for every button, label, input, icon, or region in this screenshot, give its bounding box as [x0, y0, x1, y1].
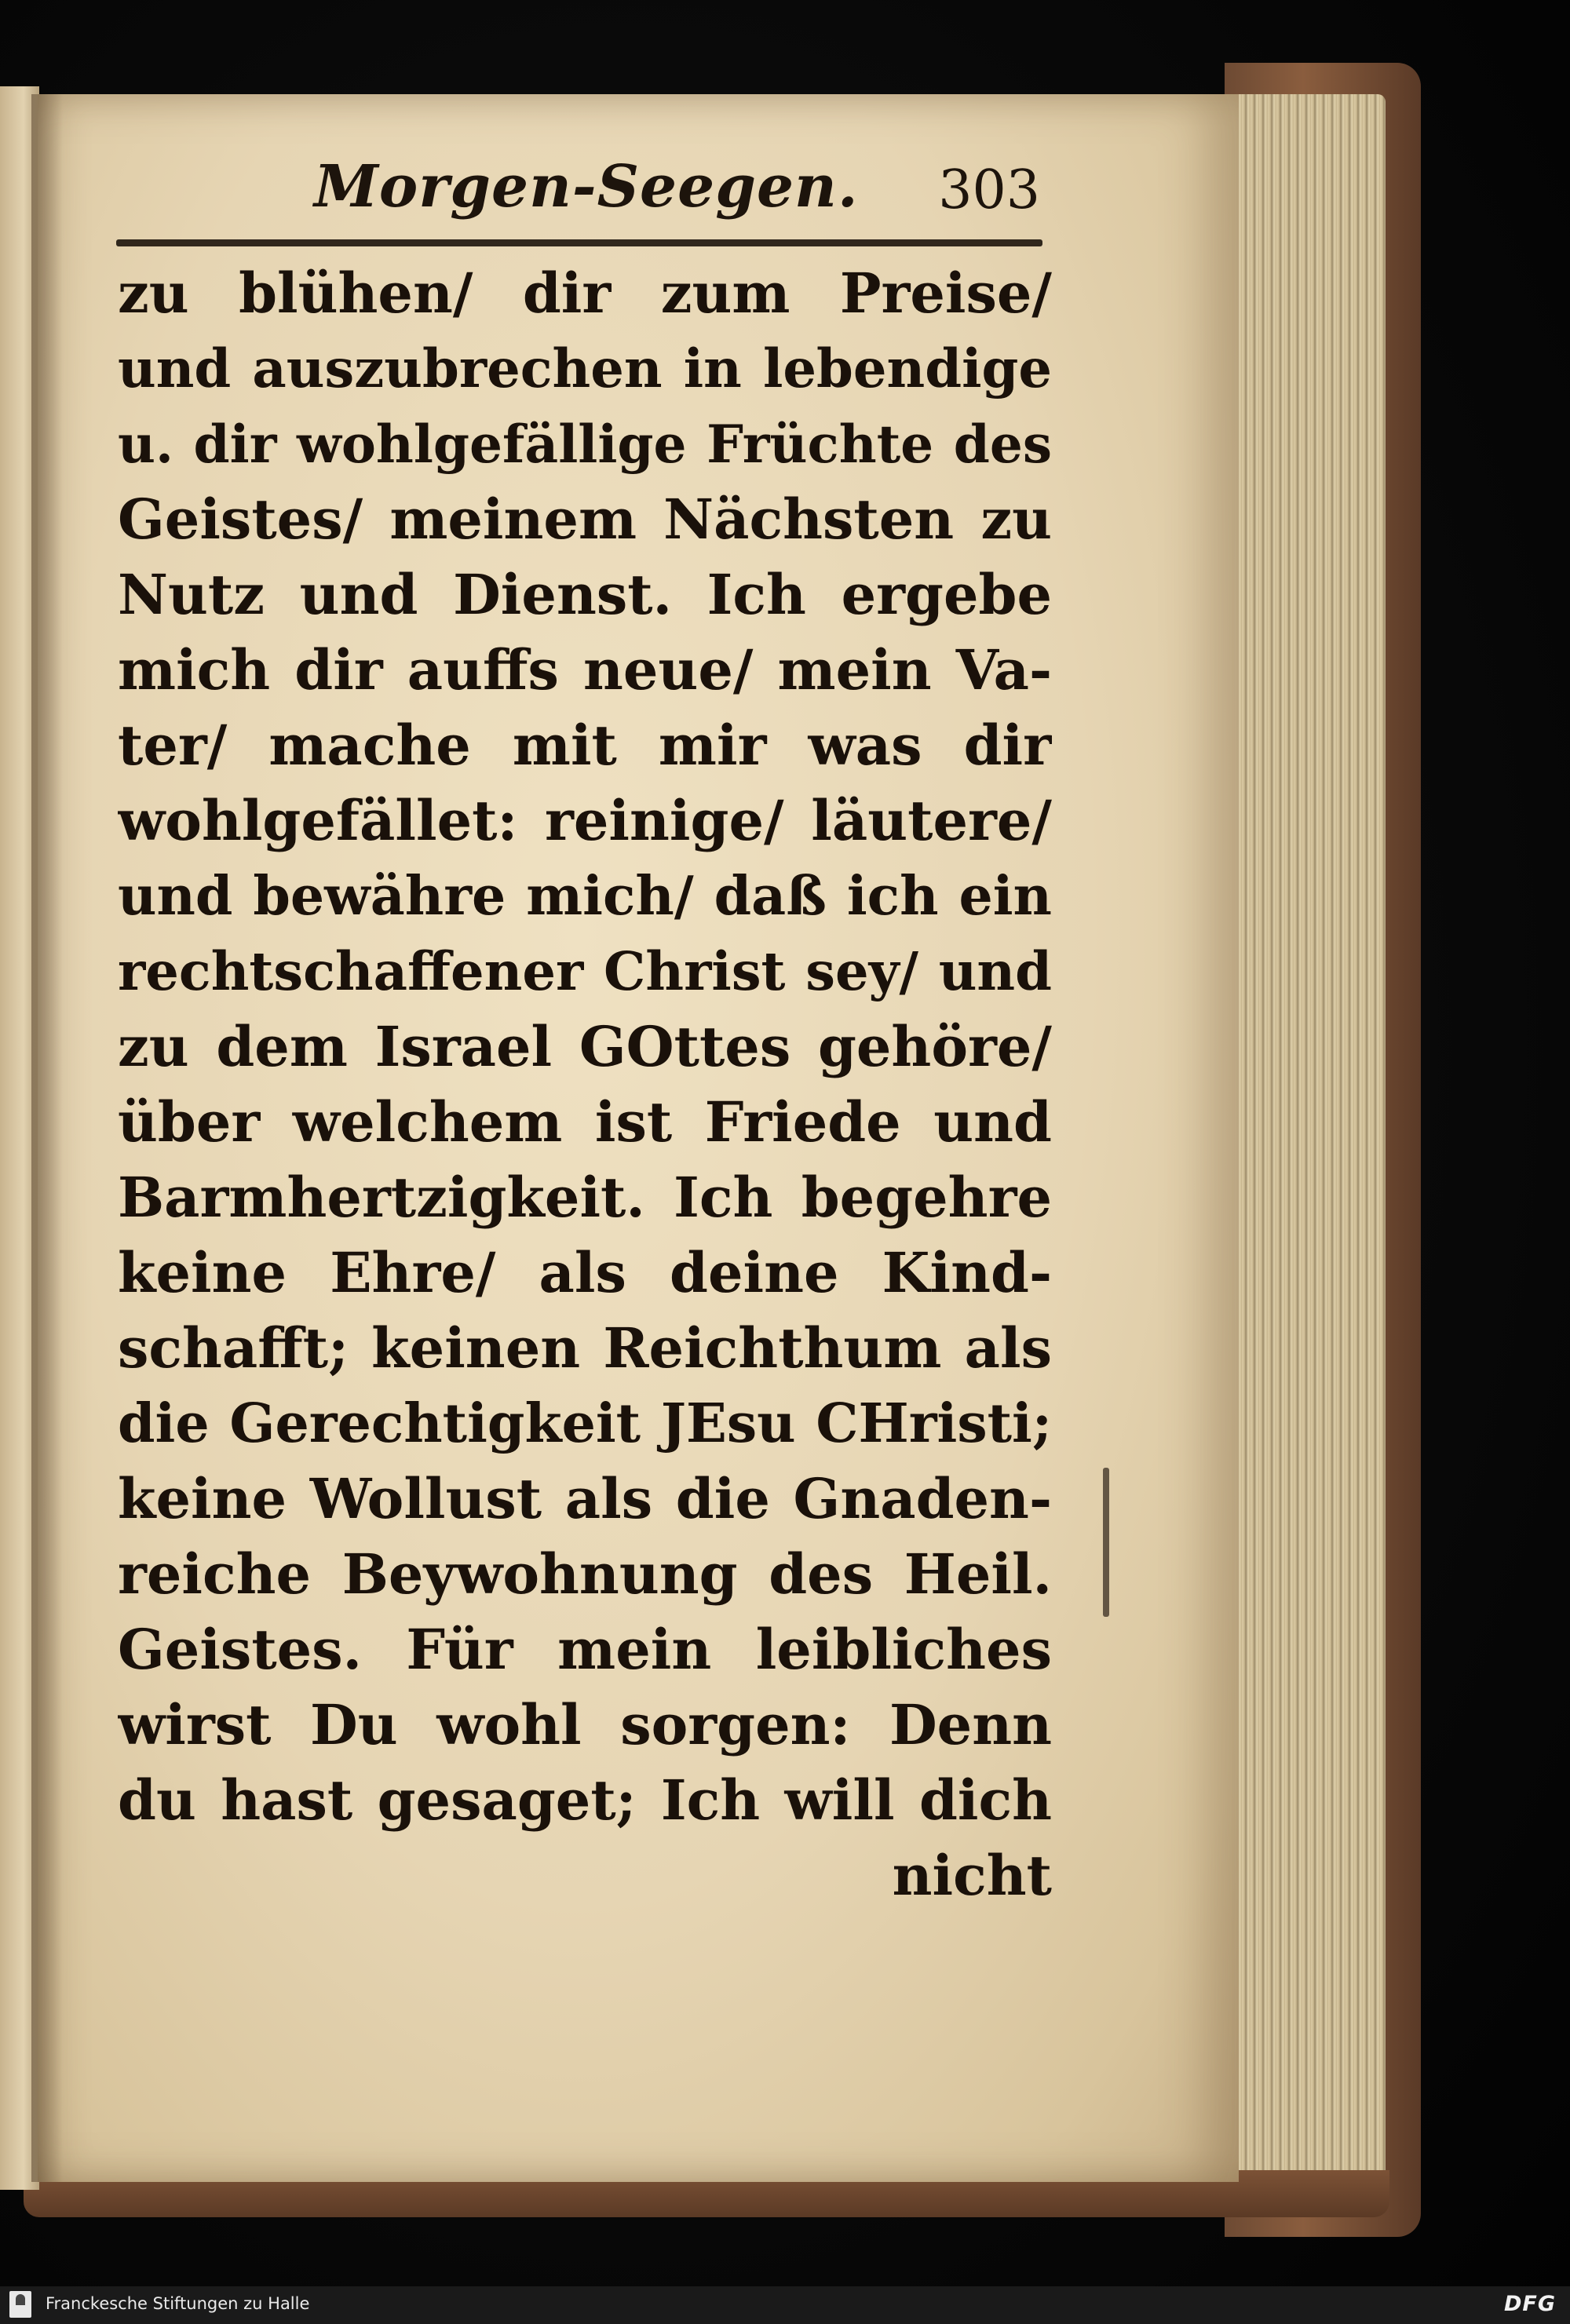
text-line: zu blühen/ dir zum Preise/ [118, 261, 1052, 326]
text-line: Geistes/ meinem Nächsten zu [118, 487, 1052, 552]
text-line: und bewähre mich/ daß ich ein [118, 865, 1052, 928]
text-line: du hast gesaget; Ich will dich [118, 1768, 1052, 1833]
text-line: u. dir wohlgefällige Früchte des [118, 414, 1052, 475]
text-line: schafft; keinen Reichthum als [118, 1315, 1052, 1381]
text-line: keine Ehre/ als deine Kind- [118, 1240, 1052, 1305]
text-line: ter/ mache mit mir was dir [118, 713, 1052, 778]
institution-logo-icon [9, 2291, 31, 2318]
text-line: Barmhertzigkeit. Ich begehre [118, 1165, 1052, 1230]
text-line: rechtschaffener Christ sey/ und [118, 940, 1052, 1002]
text-line: Geistes. Für mein leibliches [118, 1617, 1052, 1682]
margin-mark [1103, 1468, 1109, 1617]
text-line: die Gerechtigkeit JEsu CHristi; [118, 1392, 1052, 1455]
text-line: reiche Beywohnung des Heil. [118, 1541, 1052, 1607]
catchword: nicht [892, 1843, 1052, 1908]
footer-bar [0, 2286, 1570, 2324]
page-block-edges [1225, 94, 1386, 2213]
text-line: keine Wollust als die Gnaden- [118, 1466, 1052, 1531]
text-line: und auszubrechen in lebendige [118, 337, 1052, 399]
text-line: Nutz und Dienst. Ich ergebe [118, 562, 1052, 627]
dfg-logo: DFG [1503, 2292, 1556, 2316]
text-line: wirst Du wohl sorgen: Denn [118, 1692, 1052, 1757]
page-number: 303 [938, 159, 1040, 221]
text-line: zu dem Israel GOttes gehöre/ [118, 1014, 1052, 1079]
gutter-shadow [31, 94, 63, 2182]
text-line: über welchem ist Friede und [118, 1089, 1052, 1155]
page-header [118, 153, 1040, 232]
body-text [118, 256, 1052, 1914]
text-line: wohlgefället: reinige/ läutere/ [118, 788, 1052, 853]
running-title: Morgen-Seegen. [314, 153, 859, 221]
text-line: mich dir auffs neue/ mein Va- [118, 637, 1052, 702]
institution-name: Franckesche Stiftungen zu Halle [46, 2294, 310, 2313]
header-rule [116, 239, 1042, 246]
